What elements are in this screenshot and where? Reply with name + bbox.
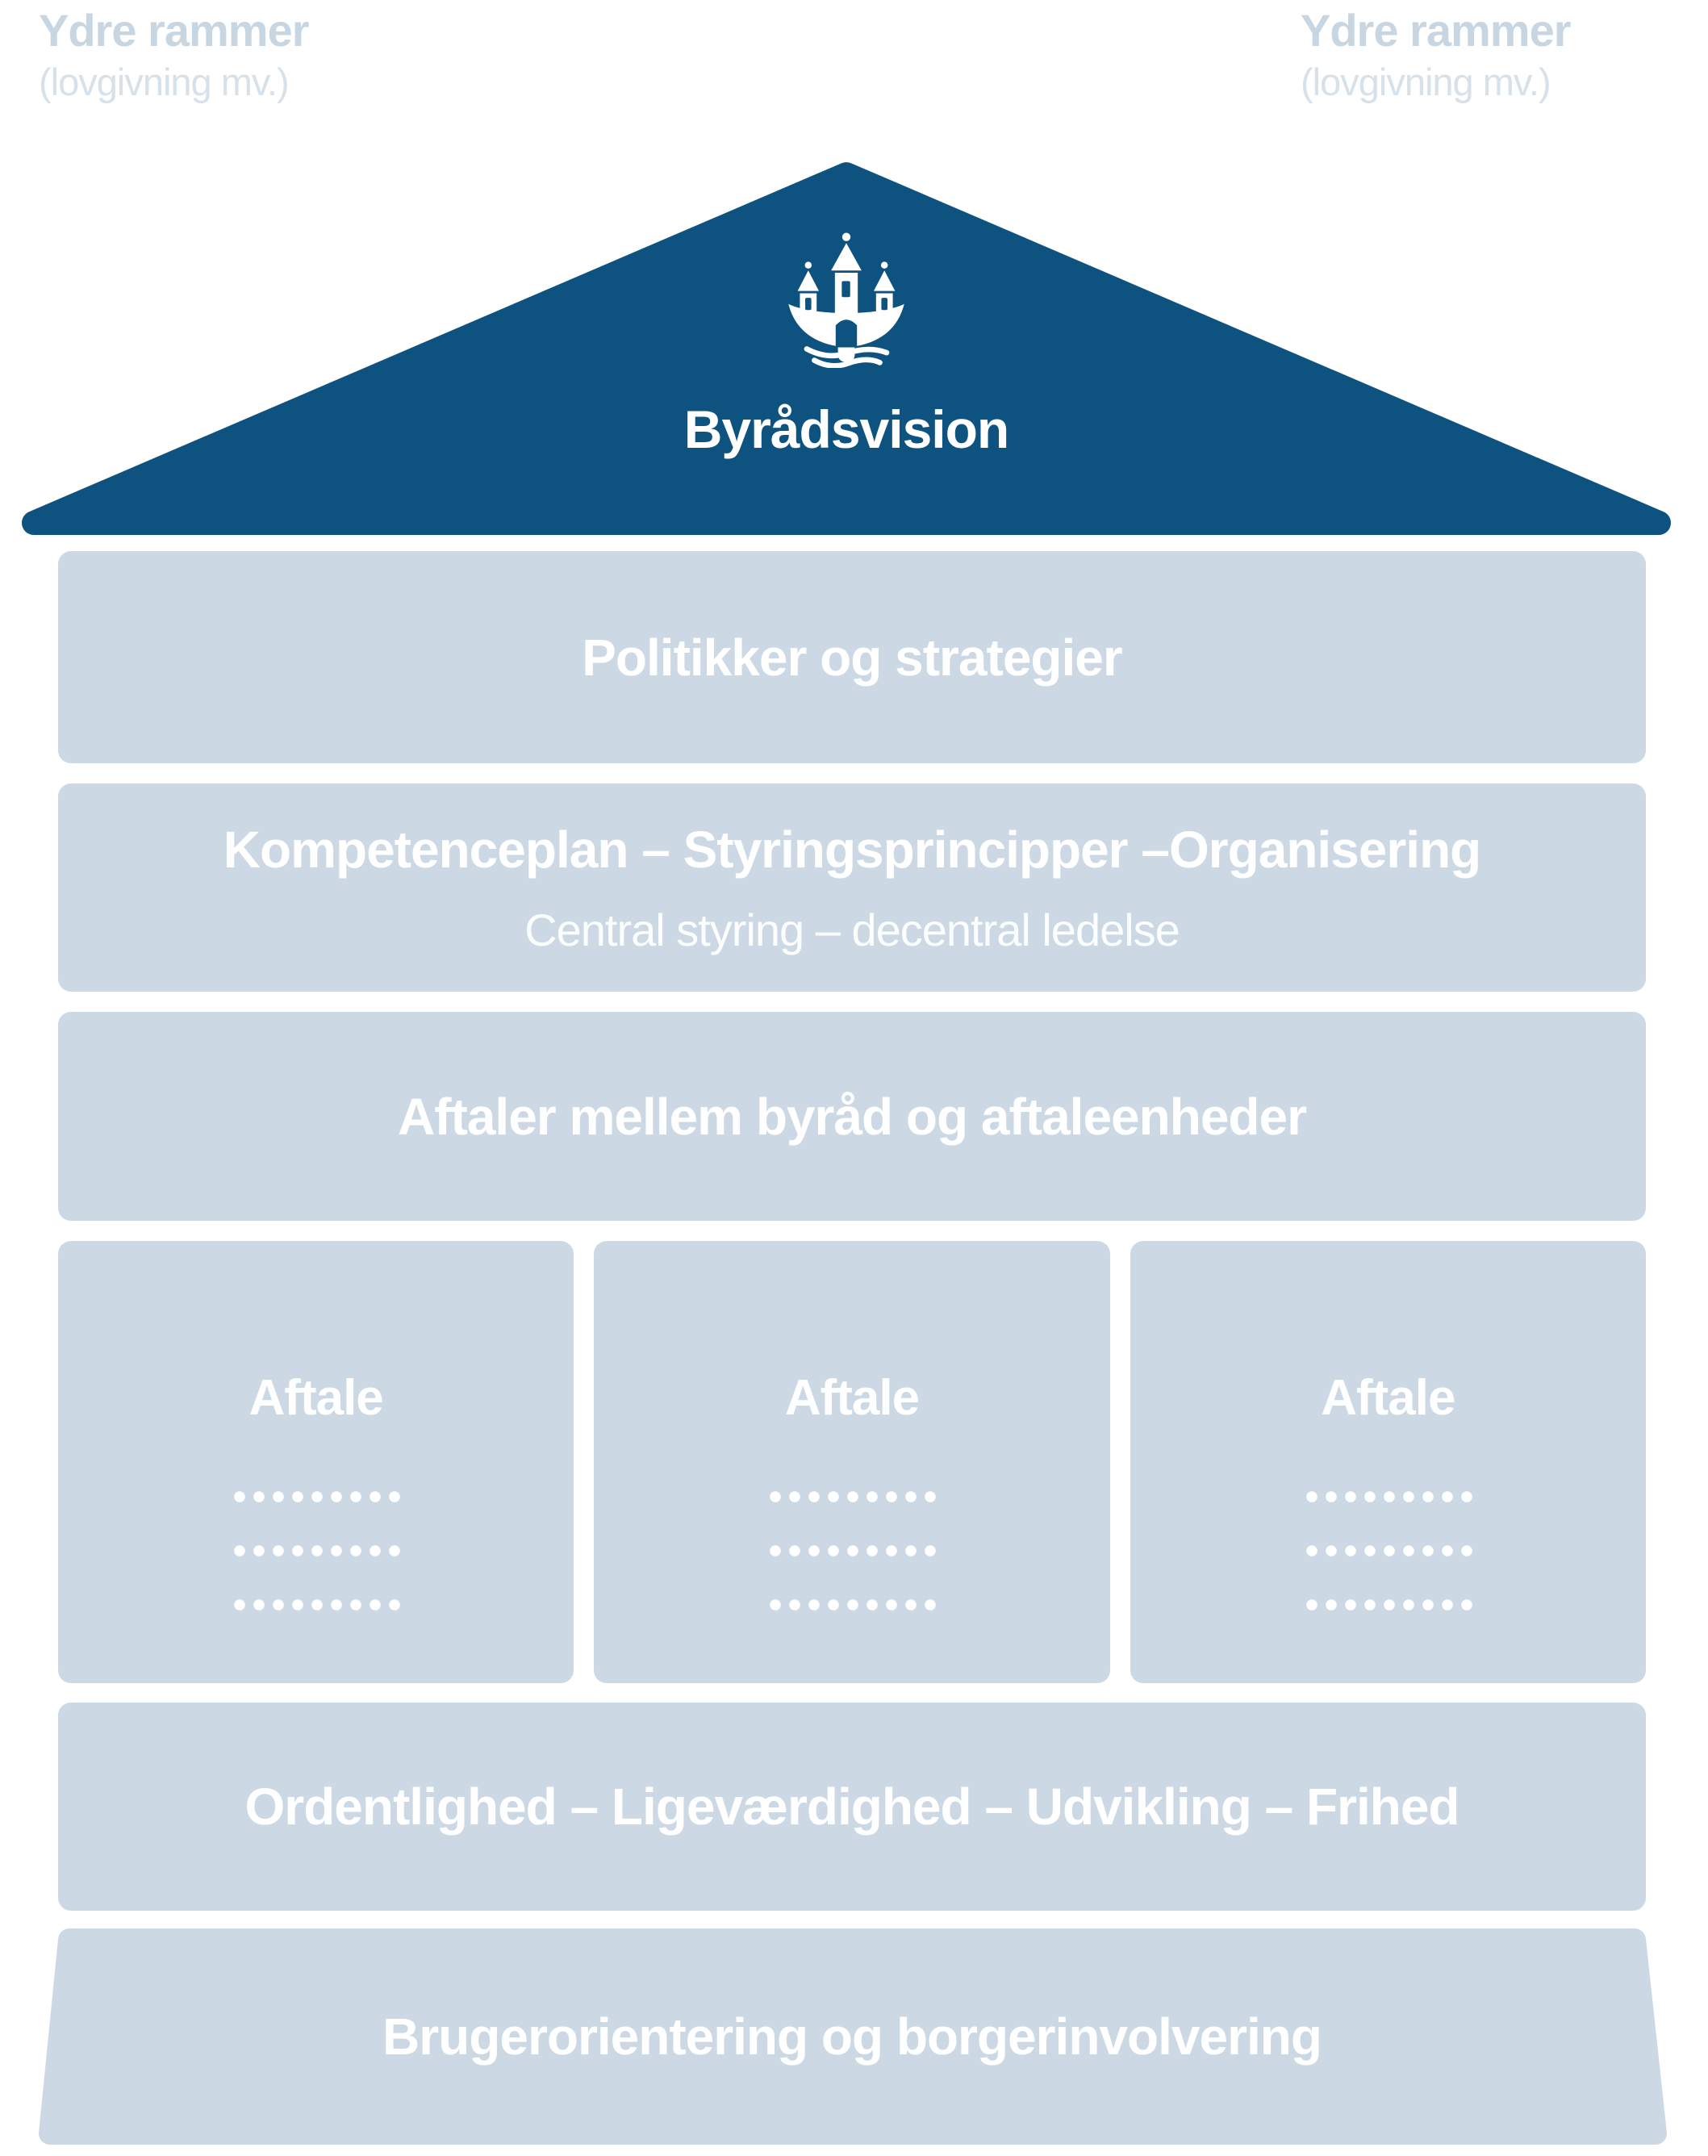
row-politikker-og-strategier [58,551,1646,763]
base-row [58,1928,1646,2145]
row-aftaler-mellem-byraad [58,1012,1646,1221]
dotted-line [1302,1491,1474,1502]
aftale-box [1130,1241,1646,1683]
row-kompetenceplan [58,783,1646,992]
aftale-box [58,1241,574,1683]
outer-frame-title: Ydre rammer [1301,5,1571,56]
dotted-line [766,1545,938,1556]
dotted-line [766,1491,938,1502]
dotted-line [766,1599,938,1611]
row-subtitle: Central styring – decentral ledelse [524,904,1180,955]
roof-content [0,232,1693,460]
dotted-line [230,1545,402,1556]
row-title: Politikker og strategier [582,628,1122,687]
castle-ship-logo-icon [785,232,908,368]
dotted-line [230,1491,402,1502]
dotted-line [1302,1545,1474,1556]
dotted-line [230,1599,402,1611]
row-title: Kompetenceplan – Styringsprincipper –Organisering [223,820,1481,879]
outer-frame-subtitle: (lovgivning mv.) [1301,61,1551,103]
row-vaerdier [58,1703,1646,1911]
aftale-box [594,1241,1109,1683]
aftale-boxes-row [58,1241,1646,1683]
roof-title: Byrådsvision [683,399,1009,459]
outer-frame-title: Ydre rammer [39,5,309,56]
dotted-placeholder-lines [230,1491,402,1611]
aftale-box-title: Aftale [1321,1370,1455,1426]
aftale-box-title: Aftale [784,1370,920,1426]
row-title: Aftaler mellem byråd og aftaleenheder [397,1087,1307,1146]
row-title: Ordentlighed – Ligeværdighed – Udvikling – Frihed [244,1778,1460,1836]
aftale-box-title: Aftale [248,1370,383,1426]
base-title: Brugerorientering og borgerinvolvering [382,2008,1322,2066]
dotted-line [1302,1599,1474,1611]
outer-frame-subtitle: (lovgivning mv.) [39,61,289,103]
dotted-placeholder-lines [1302,1491,1474,1611]
dotted-placeholder-lines [766,1491,938,1611]
